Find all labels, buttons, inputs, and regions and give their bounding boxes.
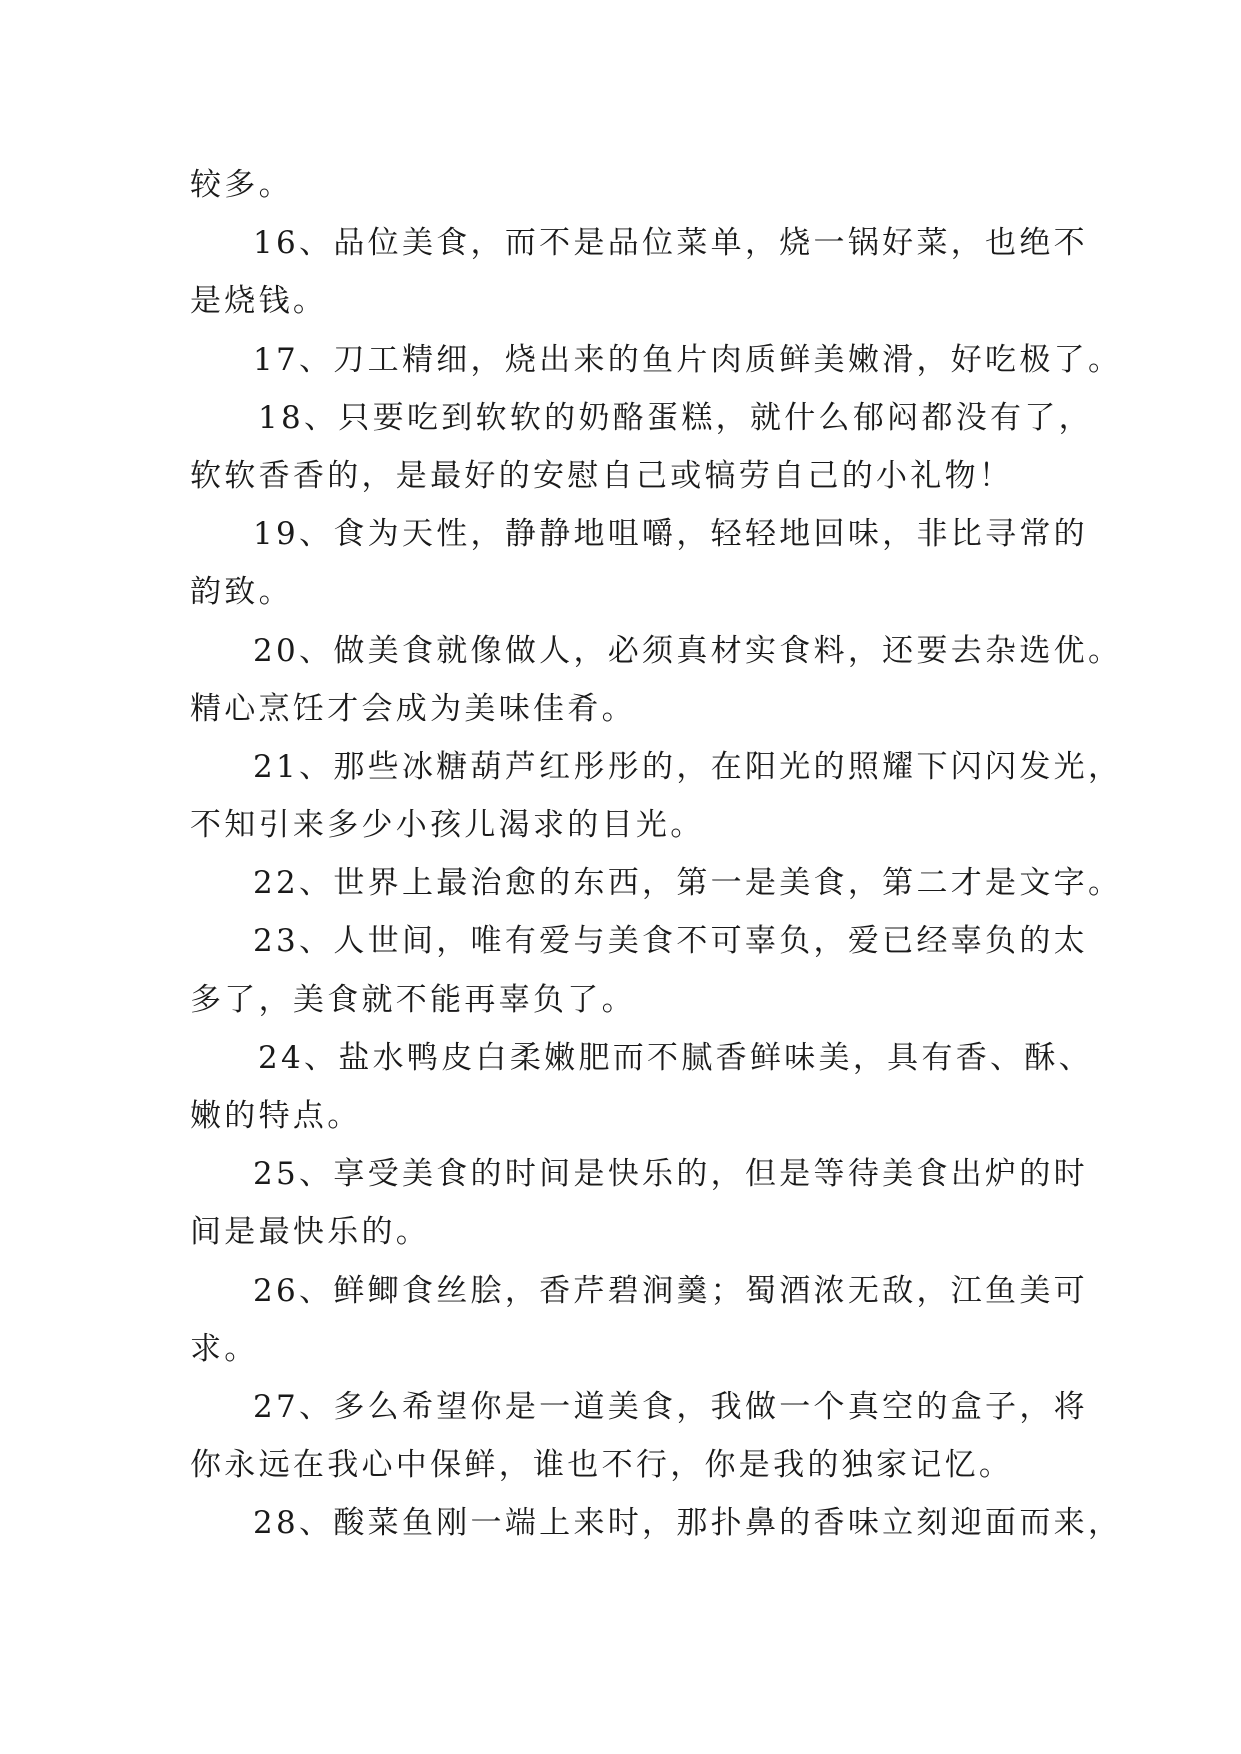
text-line: 是烧钱。 [190,283,328,320]
text-line: 嫩的特点。 [190,1098,362,1134]
text-line: 19、食为天性，静静地咀嚼，轻轻地回味，非比寻常的 [253,516,1088,553]
text-line: 较多。 [190,167,293,203]
text-line: 23、人世间，唯有爱与美食不可辜负，爱已经辜负的太 [253,923,1088,960]
text-line: 16、品位美食，而不是品位菜单，烧一锅好菜，也绝不 [253,225,1088,262]
text-line: 韵致。 [190,574,293,611]
body-text [190,156,1123,1553]
text-line: 26、鲜鲫食丝脍，香芹碧涧羹；蜀酒浓无敌，江鱼美可 [253,1272,1088,1309]
text-line: 28、酸菜鱼刚一端上来时，那扑鼻的香味立刻迎面而来， [253,1505,1123,1542]
text-line: 20、做美食就像做人，必须真材实食料，还要去杂选优。 [253,632,1123,669]
text-line: 17、刀工精细，烧出来的鱼片肉质鲜美嫩滑，好吃极了。 [253,341,1123,378]
text-line: 25、享受美食的时间是快乐的，但是等待美食出炉的时 [253,1156,1088,1193]
text-line: 多了，美食就不能再辜负了。 [190,981,636,1018]
text-line: 求。 [190,1330,259,1367]
text-line: 间是最快乐的。 [190,1214,431,1251]
text-line: 软软香香的，是最好的安慰自己或犒劳自己的小礼物！ [190,457,1014,494]
text-line: 你永远在我心中保鲜，谁也不行，你是我的独家记忆。 [190,1447,1014,1484]
text-line: 27、多么希望你是一道美食，我做一个真空的盒子，将 [253,1388,1088,1425]
text-line: 24、盐水鸭皮白柔嫩肥而不腻香鲜味美，具有香、酥、 [258,1039,1093,1076]
text-line: 不知引来多少小孩儿渴求的目光。 [190,807,705,844]
text-line: 18、只要吃到软软的奶酪蛋糕，就什么郁闷都没有了， [258,399,1093,436]
text-line: 22、世界上最治愈的东西，第一是美食，第二才是文字。 [253,865,1123,902]
text-line: 精心烹饪才会成为美味佳肴。 [190,690,636,727]
text-line: 21、那些冰糖葫芦红彤彤的，在阳光的照耀下闪闪发光， [253,748,1123,785]
